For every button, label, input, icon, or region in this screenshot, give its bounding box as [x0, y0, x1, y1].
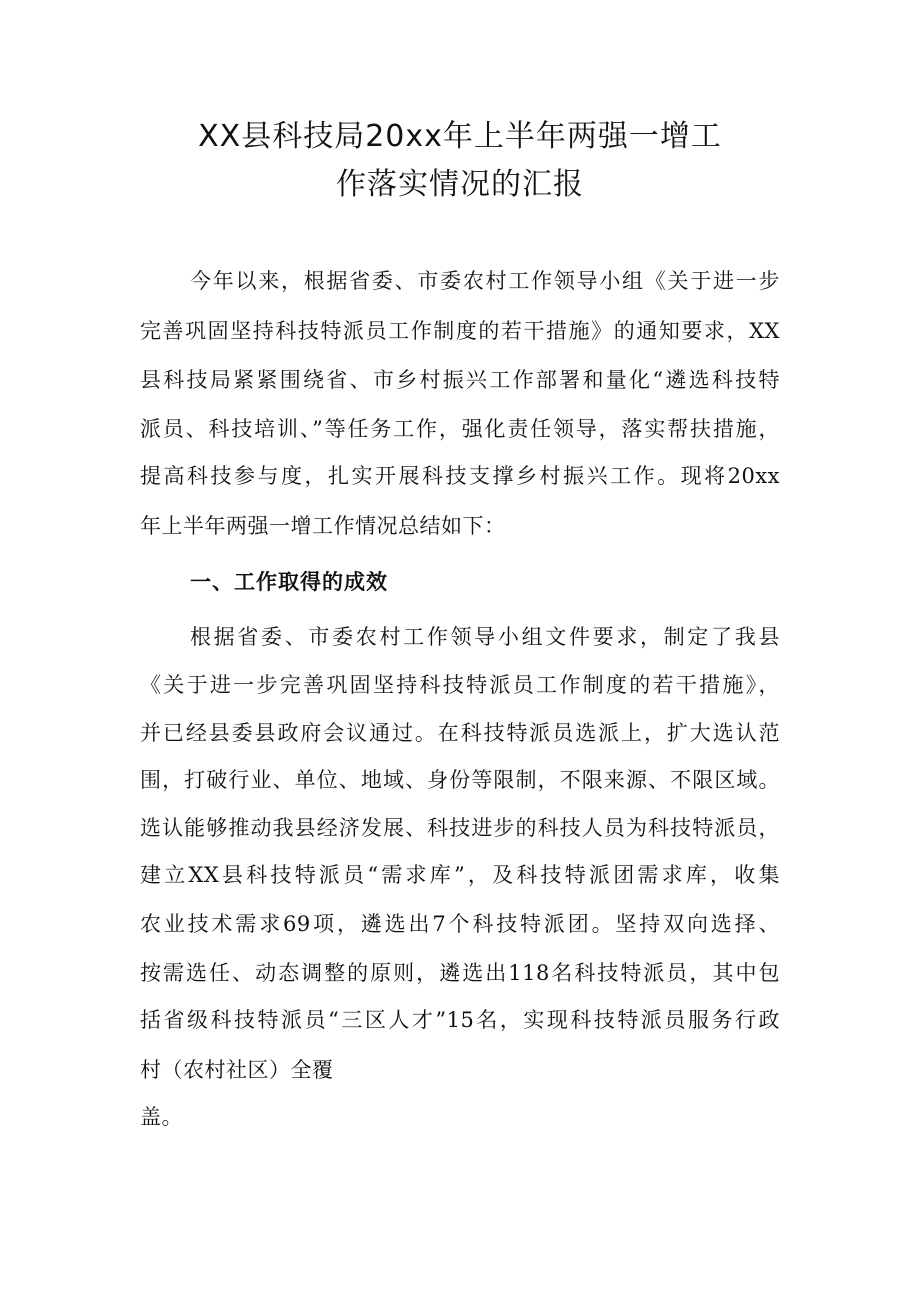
intro-paragraph-line: 今年以来，根据省委、市委农村工作领导小组《关于进一步: [190, 269, 780, 293]
intro-paragraph-line: 提高科技参与度，扎实开展科技支撑乡村振兴工作。现将20xx: [140, 464, 780, 488]
section-paragraph-line: 建立XX县科技特派员“需求库”，及科技特派团需求库，收集: [140, 863, 780, 887]
intro-paragraph-line: 年上半年两强一增工作情况总结如下：: [140, 514, 506, 538]
section-paragraph-line: 村（农村社区）全覆: [140, 1058, 334, 1082]
section-paragraph-line: 并已经县委县政府会议通过。在科技特派员选派上，扩大选认范: [140, 721, 780, 745]
document-title-line-1: XX县科技局20xx年上半年两强一增工: [198, 119, 722, 154]
section-paragraph-line: 盖。: [140, 1105, 183, 1129]
intro-paragraph-line: 派员、科技培训、”等任务工作，强化责任领导，落实帮扶措施，: [140, 417, 780, 441]
section-paragraph-line: 围，打破行业、单位、地域、身份等限制，不限来源、不限区域。: [140, 768, 780, 792]
section-paragraph-line: 农业技术需求69项，遴选出7个科技特派团。坚持双向选择、: [140, 912, 780, 936]
section-paragraph-line: 括省级科技特派员“三区人才”15名，实现科技特派员服务行政: [140, 1008, 780, 1032]
section-paragraph-line: 按需选任、动态调整的原则，遴选出118名科技特派员，其中包: [140, 961, 780, 985]
section-paragraph-line: 《关于进一步完善巩固坚持科技特派员工作制度的若干措施》，: [140, 673, 780, 697]
document-title-line-2: 作落实情况的汇报: [336, 167, 584, 202]
intro-paragraph-line: 县科技局紧紧围绕省、市乡村振兴工作部署和量化“遴选科技特: [140, 368, 780, 392]
section-paragraph-line: 根据省委、市委农村工作领导小组文件要求，制定了我县: [190, 625, 780, 649]
intro-paragraph-line: 完善巩固坚持科技特派员工作制度的若干措施》的通知要求，XX: [140, 319, 780, 343]
section-heading: 一、工作取得的成效: [190, 570, 388, 594]
section-paragraph-line: 选认能够推动我县经济发展、科技进步的科技人员为科技特派员，: [140, 816, 780, 840]
